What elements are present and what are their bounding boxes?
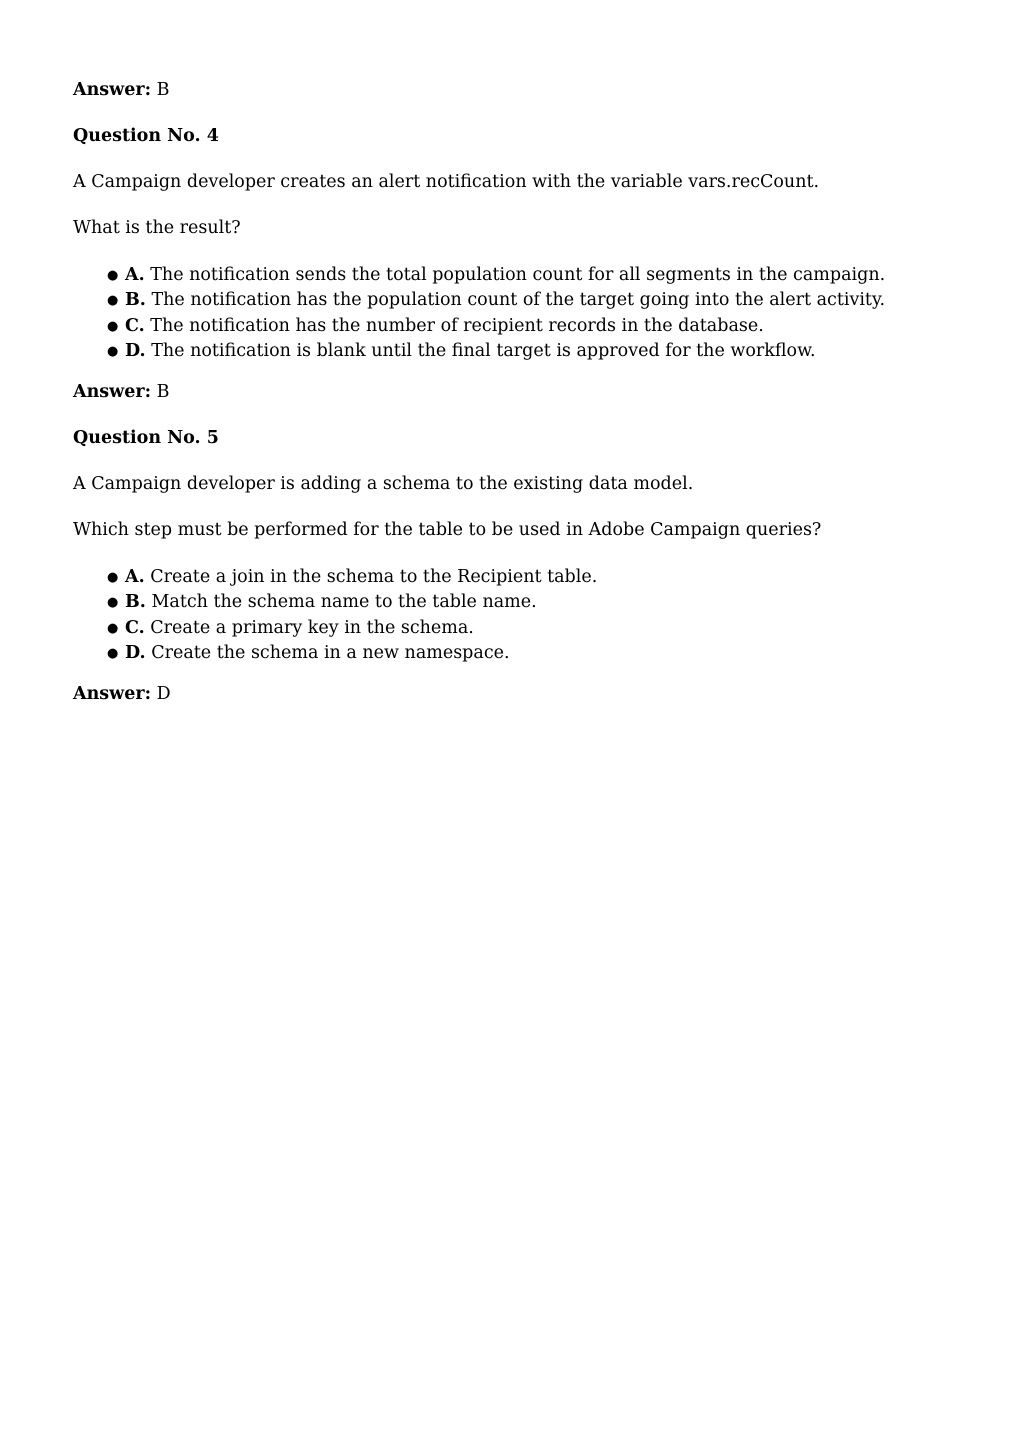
bullet-icon: ● — [107, 318, 119, 334]
question-5-options — [73, 565, 973, 666]
bullet-icon: ● — [107, 646, 119, 662]
question-5-answer — [73, 682, 973, 707]
option-letter: C. — [125, 617, 145, 638]
option-c — [73, 616, 973, 641]
bullet-icon: ● — [107, 595, 119, 611]
bullet-icon: ● — [107, 620, 119, 636]
answer-label: Answer: — [73, 80, 152, 100]
option-text: Match the schema name to the table name. — [151, 592, 537, 613]
option-b — [73, 288, 973, 313]
option-d — [73, 339, 973, 364]
document-page — [73, 78, 973, 707]
option-text: The notification sends the total population count for all segments in the campaign. — [150, 265, 886, 285]
question-5-prompt: Which step must be performed for the table to be used in Adobe Campaign queries? — [73, 520, 822, 541]
option-d — [73, 641, 973, 666]
question-4-prompt: What is the result? — [73, 218, 241, 238]
answer-value: B — [156, 382, 170, 403]
option-b — [73, 590, 973, 615]
option-letter: B. — [125, 592, 146, 613]
bullet-icon: ● — [107, 268, 119, 283]
question-4-title: Question No. 4 — [73, 126, 219, 146]
option-a — [73, 263, 973, 288]
option-letter: A. — [125, 567, 145, 588]
option-letter: A. — [125, 265, 145, 285]
option-letter: D. — [125, 340, 146, 361]
option-c — [73, 314, 973, 339]
answer-label: Answer: — [73, 382, 152, 403]
option-text: Create a join in the schema to the Recipient table. — [150, 567, 598, 588]
option-a — [73, 565, 973, 590]
question-5-title: Question No. 5 — [73, 428, 219, 449]
question-4-stem: A Campaign developer creates an alert notification with the variable vars.recCount. — [73, 172, 820, 192]
option-text: Create the schema in a new namespace. — [151, 643, 510, 664]
question-4-answer — [73, 380, 973, 405]
bullet-icon: ● — [107, 343, 119, 359]
option-letter: D. — [125, 643, 146, 664]
option-text: The notification has the number of recipient records in the database. — [150, 315, 764, 336]
bullet-icon: ● — [107, 293, 119, 309]
option-text: The notification is blank until the final target is approved for the workflow. — [151, 340, 816, 361]
answer-value: D — [156, 684, 171, 705]
question-4-options — [73, 263, 973, 364]
question-5-stem: A Campaign developer is adding a schema to the existing data model. — [73, 474, 694, 495]
answer-label: Answer: — [73, 684, 152, 705]
bullet-icon: ● — [107, 570, 119, 586]
option-letter: C. — [125, 315, 145, 336]
previous-answer — [73, 78, 973, 103]
option-text: The notification has the population count of the target going into the alert activity. — [151, 290, 886, 311]
option-letter: B. — [125, 290, 146, 311]
answer-value: B — [156, 80, 170, 100]
option-text: Create a primary key in the schema. — [150, 617, 474, 638]
